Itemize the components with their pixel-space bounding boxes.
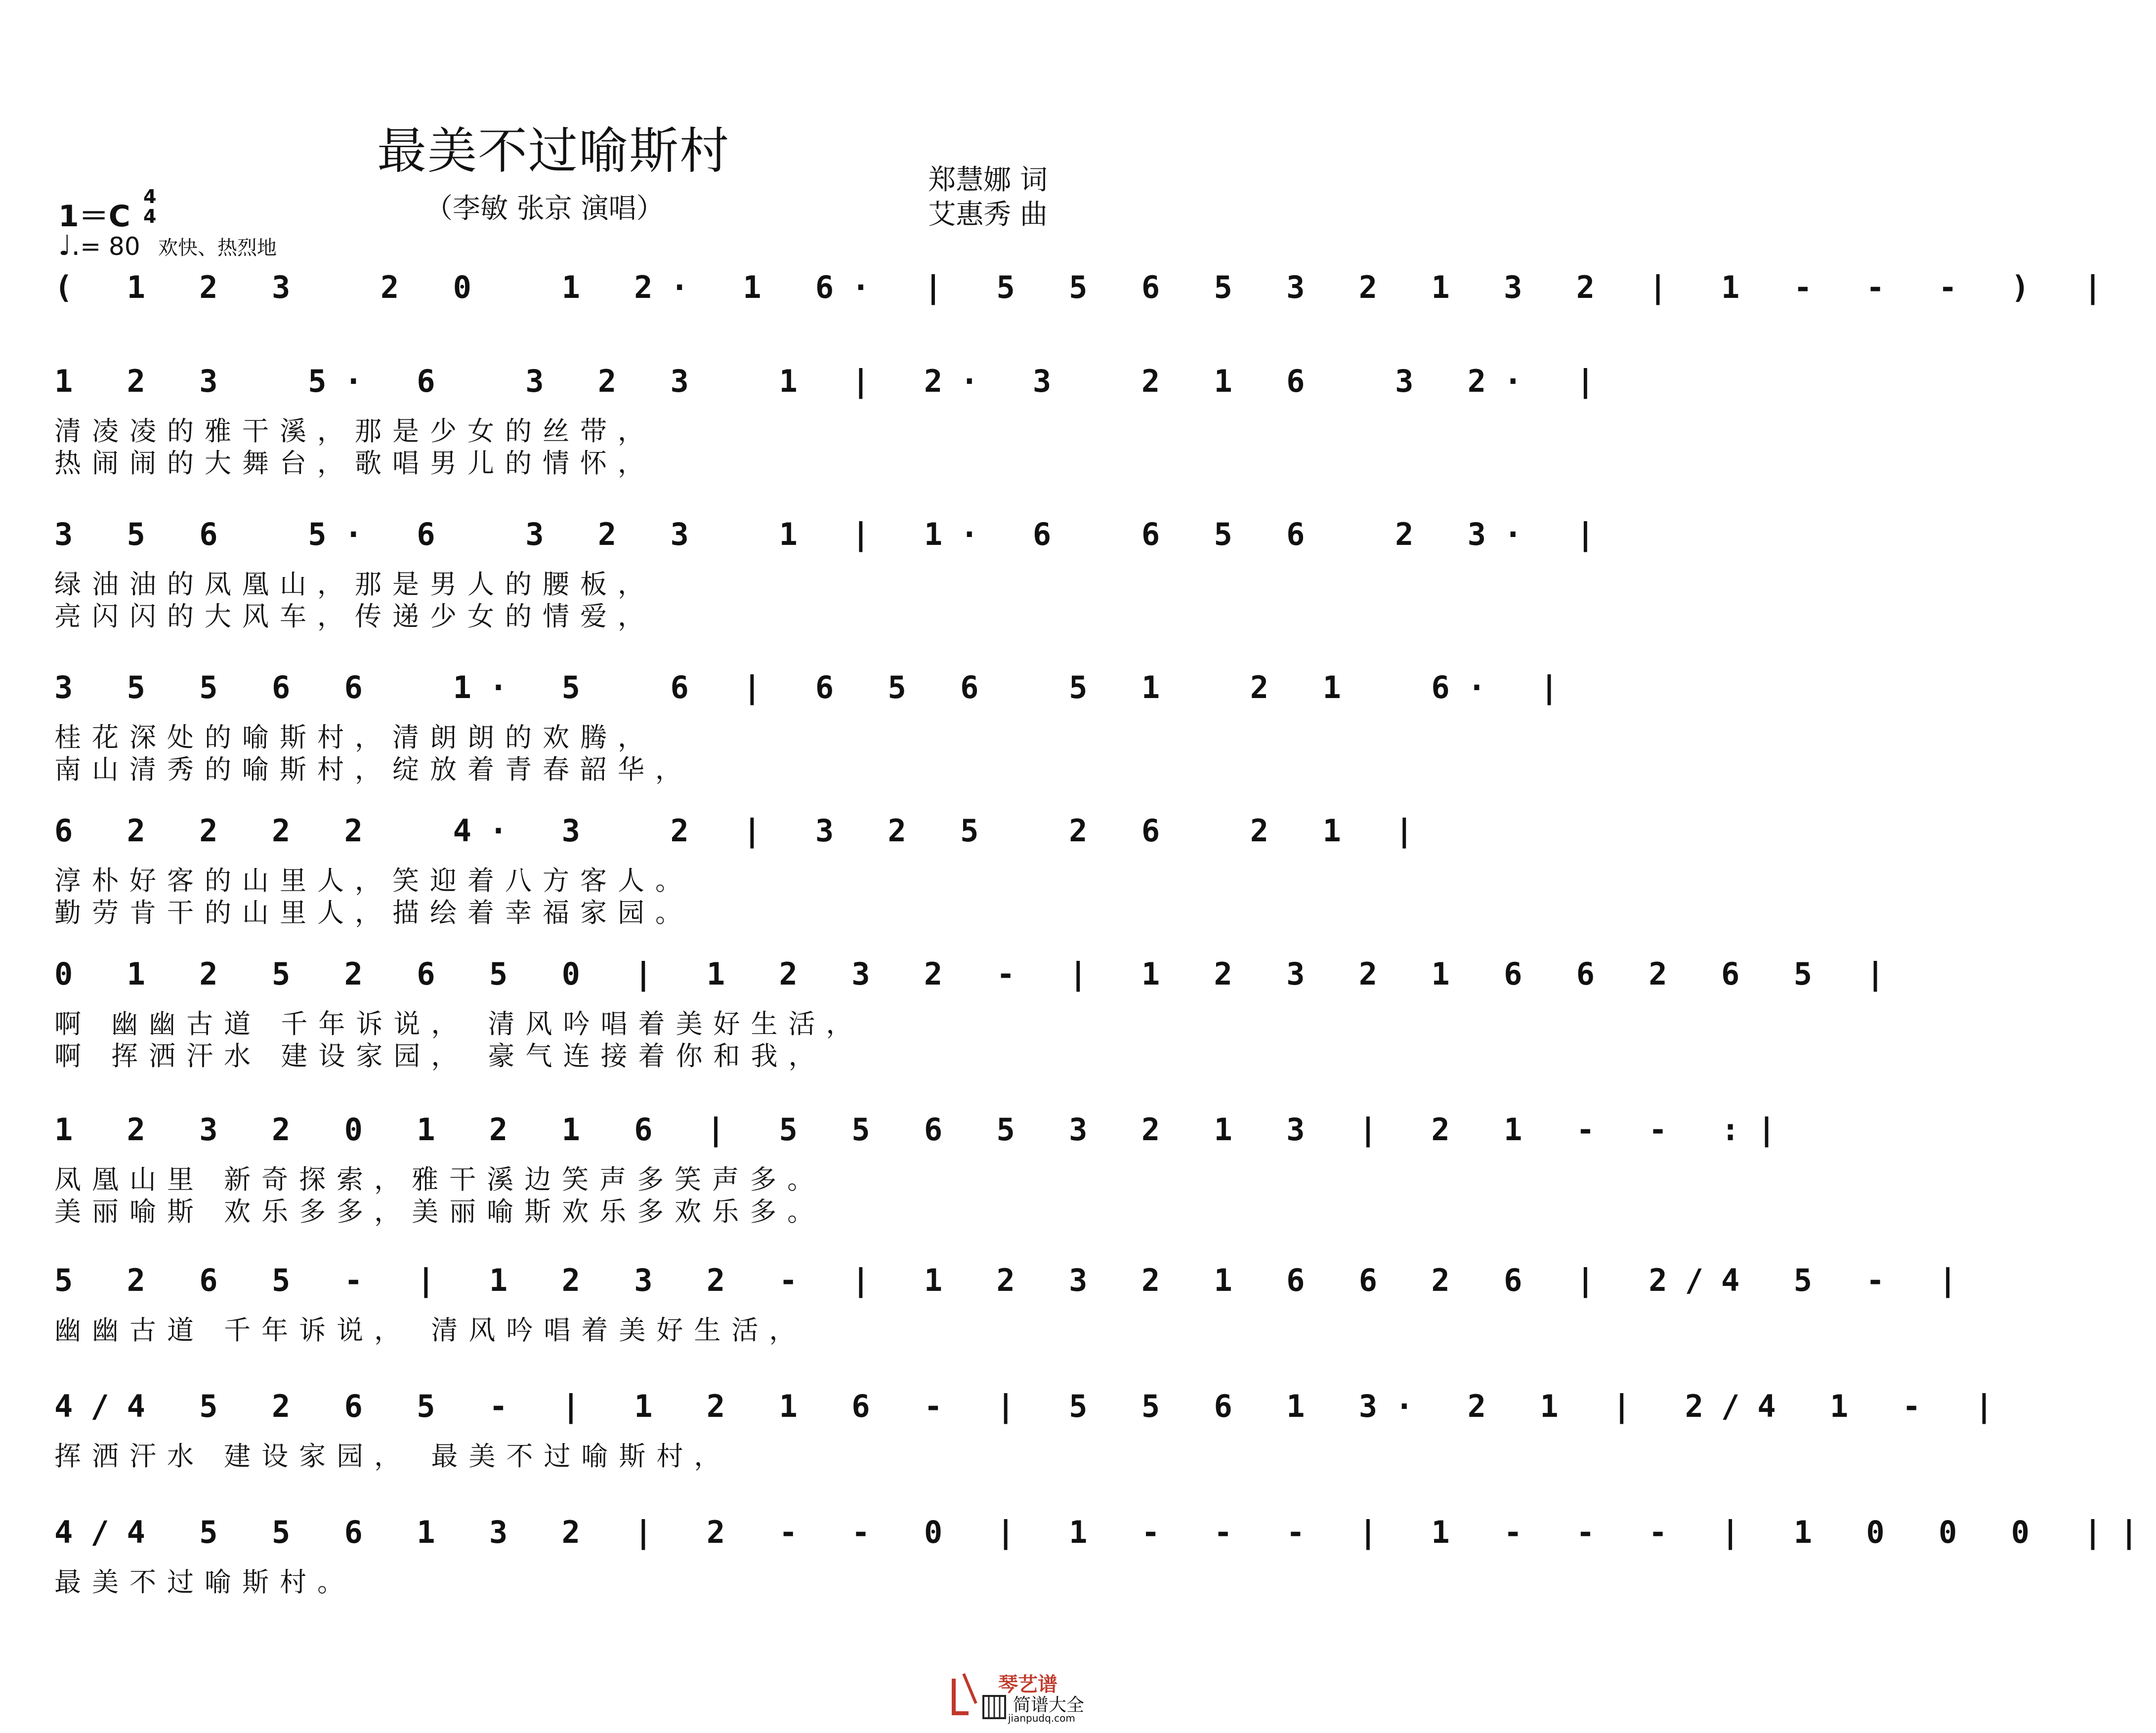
notation-line: 6 2 2 2 2 4· 3 2 | 3 2 5 2 6 2 1 | (54, 813, 1432, 849)
notation-line: 5 2 6 5 - | 1 2 3 2 - | 1 2 3 2 1 6 6 2 6 | 2/4 5 - | (54, 1262, 1975, 1298)
site-logo (949, 1669, 1092, 1723)
notation-line: 4/4 5 5 6 1 3 2 | 2 - - 0 | 1 - - - | 1 - - - | 1 0 0 0 || (54, 1514, 2156, 1550)
notation-line: 1 2 3 5· 6 3 2 3 1 | 2· 3 2 1 6 3 2· | (54, 363, 1613, 399)
time-signature (143, 187, 156, 226)
tempo (58, 230, 140, 262)
logo-url: jianpudq.com (1008, 1712, 1075, 1724)
lyricist: 郑慧娜 词 (928, 164, 1048, 196)
lyrics-verse-1: 挥洒汗水 建设家园， 最美不过喻斯村， (54, 1441, 732, 1472)
notation-line: 3 5 6 5· 6 3 2 3 1 | 1· 6 6 5 6 2 3· | (54, 516, 1613, 552)
lyrics-verse-2: 亮闪闪的大风车，传递少女的情爱， (54, 601, 655, 632)
key-signature: 1＝C (58, 199, 130, 234)
song-title: 最美不过喻斯村 (377, 122, 730, 180)
lyrics-verse-1: 啊 幽幽古道 千年诉说， 清风吟唱着美好生活， (54, 1008, 864, 1039)
lyrics-verse-2: 勤劳肯干的山里人，描绘着幸福家园。 (54, 897, 693, 928)
lyrics-verse-1: 最美不过喻斯村。 (54, 1567, 355, 1598)
composer: 艾惠秀 曲 (928, 199, 1048, 231)
lyrics-verse-1: 淳朴好客的山里人，笑迎着八方客人。 (54, 865, 693, 896)
lyrics-verse-1: 凤凰山里 新奇探索，雅干溪边笑声多笑声多。 (54, 1164, 825, 1195)
lyrics-verse-1: 幽幽古道 千年诉说， 清风吟唱着美好生活， (54, 1315, 807, 1346)
logo-title: 琴艺谱 (998, 1673, 1057, 1696)
lyrics-verse-2: 美丽喻斯 欢乐多多，美丽喻斯欢乐多欢乐多。 (54, 1196, 825, 1227)
lyrics-verse-2: 啊 挥洒汗水 建设家园， 豪气连接着你和我， (54, 1040, 826, 1072)
logo-subtitle: 简谱大全 (1013, 1695, 1085, 1715)
lyrics-verse-2: 热闹闹的大舞台，歌唱男儿的情怀， (54, 448, 655, 479)
quarter-note-dotted-icon: ♩. (58, 230, 81, 262)
notation-line: 4/4 5 2 6 5 - | 1 2 1 6 - | 5 5 6 1 3· 2 1 | 2/4 1 - | (54, 1388, 2011, 1424)
lyrics-verse-2: 南山清秀的喻斯村，绽放着青春韶华， (54, 754, 693, 785)
subtitle: （李敏 张京 演唱） (425, 193, 664, 225)
notation-line: 0 1 2 5 2 6 5 0 | 1 2 3 2 - | 1 2 3 2 1 6 6 2 6 5 | (54, 956, 1902, 992)
notation-line: ( 1 2 3 2 0 1 2· 1 6· | 5 5 6 5 3 2 1 3 2 | 1 - - - ) | (54, 269, 2120, 305)
lyrics-verse-1: 绿油油的凤凰山，那是男人的腰板， (54, 569, 655, 600)
lyrics-verse-1: 桂花深处的喻斯村，清朗朗的欢腾， (54, 722, 655, 753)
lyrics-verse-1: 清凌凌的雅干溪，那是少女的丝带， (54, 415, 655, 447)
notation-line: 3 5 5 6 6 1· 5 6 | 6 5 6 5 1 2 1 6· | (54, 669, 1576, 705)
tempo-marking: 欢快、热烈地 (158, 237, 277, 259)
notation-line: 1 2 3 2 0 1 2 1 6 | 5 5 6 5 3 2 1 3 | 2 1 - - :| (54, 1112, 1794, 1148)
tempo-value: = 80 (80, 232, 140, 261)
time-signature-bottom: 4 (143, 206, 157, 227)
time-signature-top: 4 (143, 186, 157, 207)
